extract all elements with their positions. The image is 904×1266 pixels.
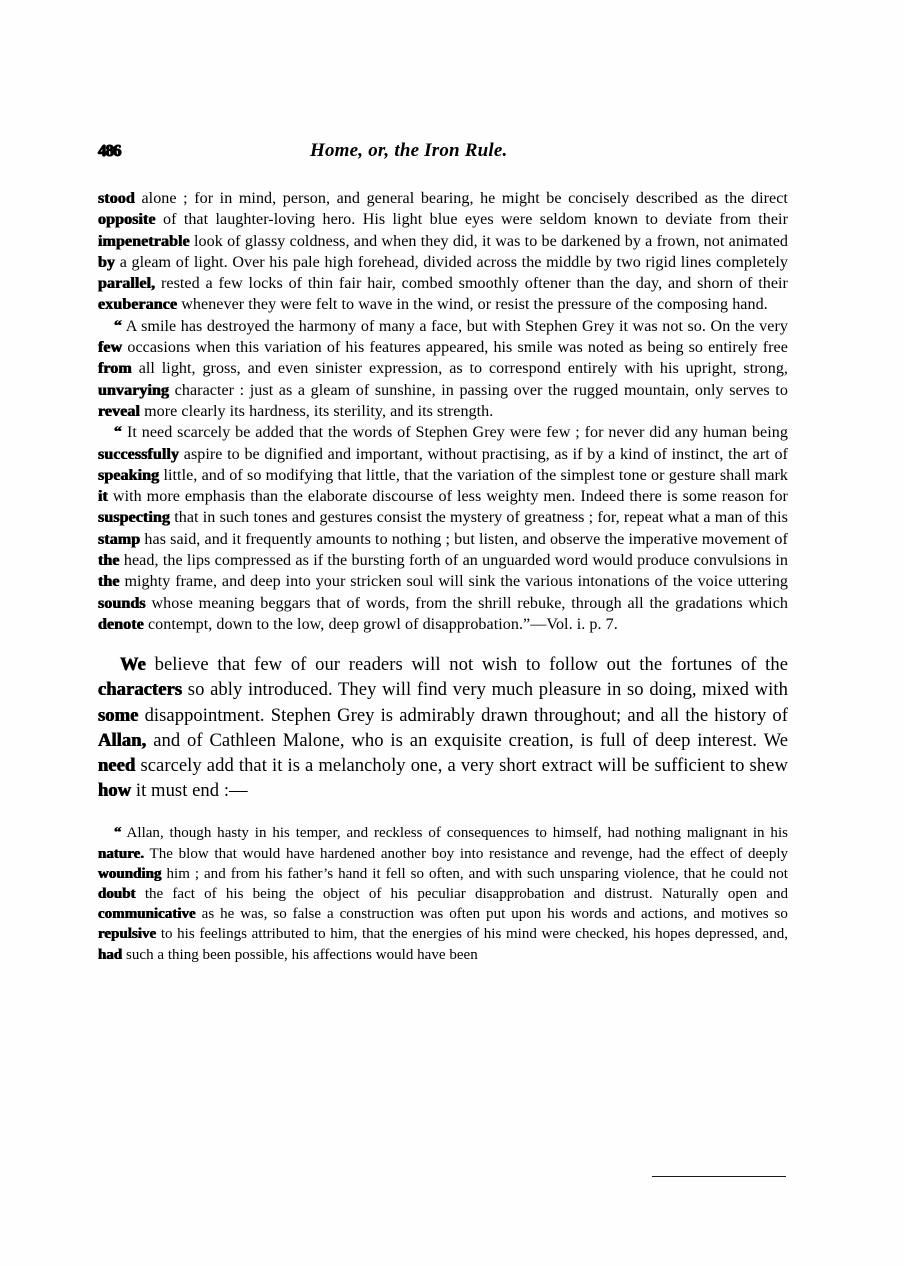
paragraph-continuation: stood alone ; for in mind, person, and general bearing, he might be concisely described as the direct opposite of that laughter-loving hero. His light blue eyes were seldom known to deviate from their impenetrable look of glassy coldness, and when they did, it was to be darkened by a frown, not animated by a gleam of light. Over his pale high forehead, divided across the middle by two rigid lines completely parallel, rested a few locks of thin fair hair, combed smoothly oftener than the day, and shorn of their exuberance whenever they were felt to wave in the wind, or resist the pressure of the composing hand. bbox=[98, 190, 789, 314]
quoted-paragraph-words: “ It need scarcely be added that the words of Stephen Grey were few ; for never did any human being successfully aspire to be dignified and important, without practising, as if by a kind of instinct, the art of speaking little, and of so modifying that little, that the variation of the simplest tone or gesture shall mark it with more emphasis than the elaborate discourse of less weighty men. Indeed there is some reason for suspecting that in such tones and gestures consist the mystery of greatness ; for, repeat what a man of this stamp has said, and it frequently amounts to nothing ; but listen, and observe the imperative movement of the head, the lips compressed as if the bursting forth of an unguarded word would produce convulsions in the mighty frame, and deep into your stricken soul will sink the various intonations of the voice uttering sounds whose meaning beggars that of words, from the shrill rebuke, through all the gradations which denote contempt, down to the low, deep growl of disapprobation.”—Vol. i. p. 7. bbox=[98, 424, 789, 633]
running-head bbox=[98, 140, 788, 174]
running-title: Home, or, the Iron Rule. bbox=[310, 140, 508, 161]
page-number: 486 bbox=[98, 141, 121, 160]
quoted-paragraph-smile: “ A smile has destroyed the harmony of many a face, but with Stephen Grey it was not so. On the very few occasions when this variation of his features appeared, his smile was noted as being so entirely free from all light, gross, and even sinister expression, as to correspond entirely with his upright, strong, unvarying character : just as a gleam of sunshine, in passing over the rugged mountain, only serves to reveal more clearly its hardness, its sterility, and its strength. bbox=[98, 317, 788, 420]
bottom-rule bbox=[652, 1176, 786, 1177]
review-commentary-paragraph: We believe that few of our readers will not wish to follow out the fortunes of the characters so ably introduced. They will find very much pleasure in so doing, mixed with some disappointment. Stephen Grey is admirably drawn throughout; and all the history of Allan, and of Cathleen Malone, who is an exquisite creation, is full of deep interest. We need scarcely add that it is a melancholy one, a very short extract will be sufficient to shew how it must end :— bbox=[98, 654, 789, 802]
text-column bbox=[98, 140, 788, 965]
extract-paragraph-allan: “ Allan, though hasty in his temper, and reckless of consequences to himself, had nothing malignant in his nature. The blow that would have hardened another boy into resistance and revenge, had the effect of deeply wounding him ; and from his father’s hand it fell so often, and with such unsparing violence, that he could not doubt the fact of his being the object of his peculiar disapprobation and distrust. Naturally open and communicative as he was, so false a construction was often put upon his words and actions, and motives so repulsive to his feelings attributed to him, that the energies of his mind were checked, his hopes depressed, and, had such a thing been possible, his affections would have been bbox=[98, 825, 789, 963]
